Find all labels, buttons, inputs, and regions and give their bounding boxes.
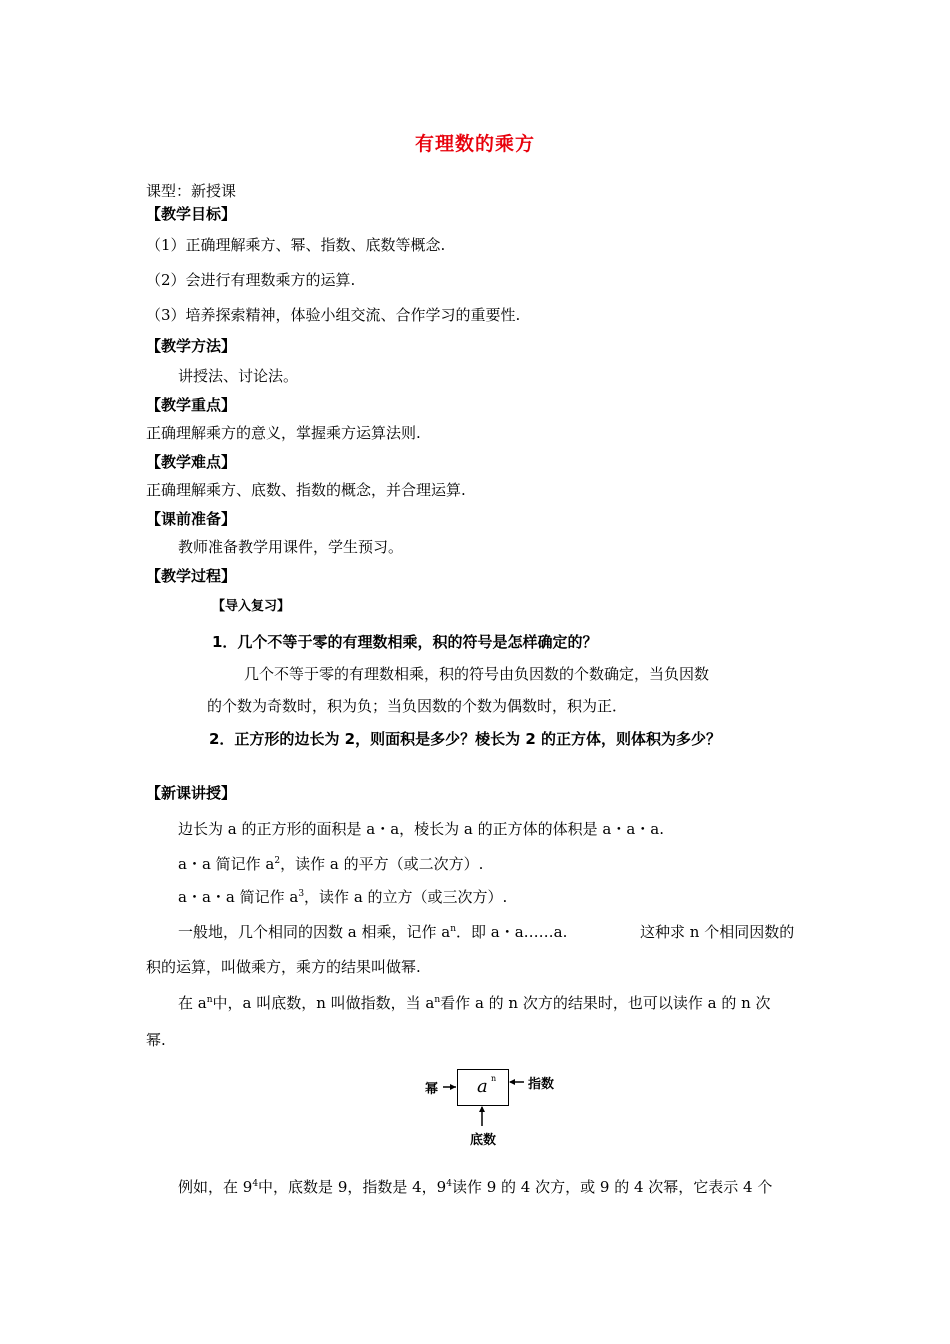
lesson-text: 在 a <box>178 994 207 1012</box>
lesson-text: ，读作 a 的平方（或二次方）. <box>280 855 484 873</box>
process-heading: 【教学过程】 <box>146 567 237 585</box>
lesson-paragraph-5: 积的运算，叫做乘方，乘方的结果叫做幂. <box>146 958 421 976</box>
exponent-superscript: 4 <box>252 1179 259 1189</box>
methods-text: 讲授法、讨论法。 <box>178 367 299 385</box>
new-lesson-heading: 【新课讲授】 <box>146 784 237 802</box>
lesson-text: ，读作 a 的立方（或三次方）. <box>304 888 508 906</box>
preparation-heading: 【课前准备】 <box>146 510 237 528</box>
lesson-paragraph-8 <box>178 1177 772 1197</box>
lesson-text: ．即 a・a……a. <box>456 923 568 941</box>
review-answer-1-line-1: 几个不等于零的有理数相乘，积的符号由负因数的个数确定，当负因数 <box>244 665 710 683</box>
methods-heading: 【教学方法】 <box>146 337 237 355</box>
review-question-2: 2．正方形的边长为 2，则面积是多少？棱长为 2 的正方体，则体积为多少？ <box>209 730 721 748</box>
power-notation-diagram <box>420 1066 560 1152</box>
exponent-symbol: n <box>491 1074 497 1083</box>
lesson-type: 课型：新授课 <box>146 182 237 200</box>
document-title: 有理数的乘方 <box>414 133 535 155</box>
review-heading: 【导入复习】 <box>212 599 291 614</box>
objective-item: （3）培养探索精神，体验小组交流、合作学习的重要性. <box>146 306 521 324</box>
lesson-paragraph-4-tail: 这种求 n 个相同因数的 <box>640 923 795 941</box>
exponent-superscript: n <box>434 995 441 1005</box>
objective-item: （1）正确理解乘方、幂、指数、底数等概念. <box>146 236 446 254</box>
lesson-text: 读作 9 的 4 次方，或 9 的 4 次幂，它表示 4 个 <box>451 1178 773 1196</box>
lesson-text: 中，a 叫底数，n 叫做指数，当 a <box>212 994 435 1012</box>
lesson-paragraph-6 <box>178 993 771 1013</box>
lesson-text: 例如，在 9 <box>178 1178 253 1196</box>
exponent-superscript: 2 <box>274 856 281 866</box>
base-label: 底数 <box>470 1133 497 1148</box>
lesson-paragraph-7: 幂. <box>146 1031 166 1049</box>
lesson-paragraph-2 <box>178 854 483 874</box>
review-question-1: 1．几个不等于零的有理数相乘，积的符号是怎样确定的？ <box>212 633 598 651</box>
lesson-paragraph-4 <box>178 922 567 942</box>
lesson-text: 中，底数是 9，指数是 4，9 <box>258 1178 447 1196</box>
exponent-superscript: n <box>450 924 456 934</box>
exponent-superscript: n <box>206 995 213 1005</box>
key-points-text: 正确理解乘方的意义，掌握乘方运算法则. <box>146 424 421 442</box>
lesson-text: a・a 简记作 a <box>178 855 275 873</box>
key-points-heading: 【教学重点】 <box>146 396 237 414</box>
preparation-text: 教师准备教学用课件，学生预习。 <box>178 538 404 556</box>
exponent-superscript: 3 <box>298 889 305 899</box>
lesson-text: 看作 a 的 n 次方的结果时，也可以读作 a 的 n 次 <box>440 994 771 1012</box>
power-label: 幂 <box>425 1082 439 1097</box>
difficulties-heading: 【教学难点】 <box>146 453 237 471</box>
base-symbol: a <box>477 1076 488 1097</box>
lesson-paragraph-1: 边长为 a 的正方形的面积是 a・a，棱长为 a 的正方体的体积是 a・a・a. <box>178 820 664 838</box>
lesson-paragraph-3 <box>178 887 507 907</box>
review-answer-1-line-2: 的个数为奇数时，积为负；当负因数的个数为偶数时，积为正． <box>207 697 628 715</box>
lesson-text: a・a・a 简记作 a <box>178 888 299 906</box>
difficulties-text: 正确理解乘方、底数、指数的概念，并合理运算. <box>146 481 466 499</box>
exponent-superscript: 4 <box>446 1179 452 1189</box>
lesson-text: 一般地，几个相同的因数 a 相乘，记作 a <box>178 923 451 941</box>
objectives-heading: 【教学目标】 <box>146 205 237 223</box>
exponent-label: 指数 <box>528 1077 555 1092</box>
objective-item: （2）会进行有理数乘方的运算. <box>146 271 356 289</box>
